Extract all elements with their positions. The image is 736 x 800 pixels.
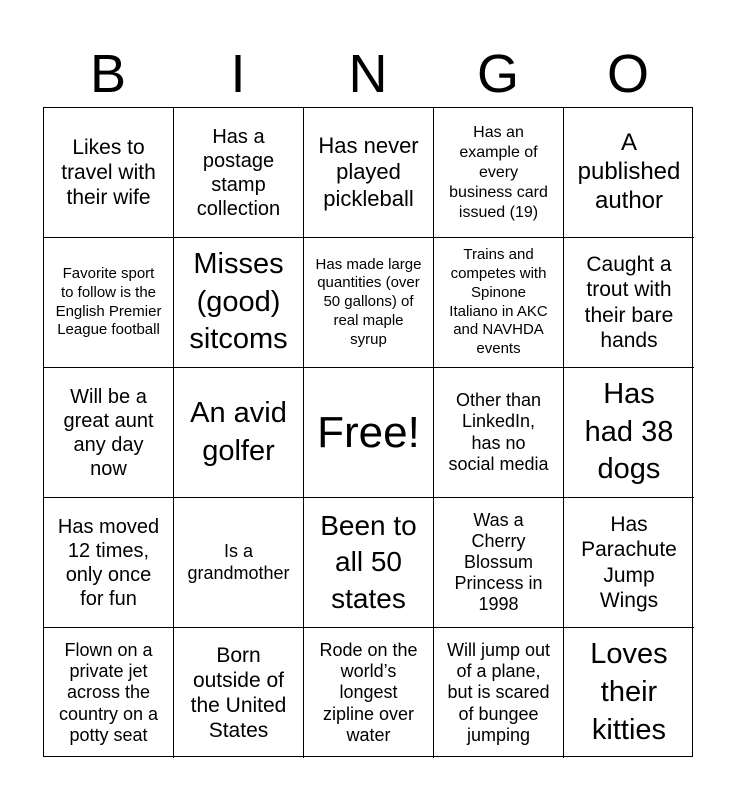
bingo-cell[interactable]: Trains and competes with Spinone Italiano in AKC and NAVHDA events bbox=[434, 238, 564, 368]
bingo-cell[interactable]: Other than LinkedIn, has no social media bbox=[434, 368, 564, 498]
bingo-cell[interactable]: A published author bbox=[564, 108, 694, 238]
bingo-cell[interactable]: Has a postage stamp collection bbox=[174, 108, 304, 238]
bingo-cell[interactable]: Loves their kitties bbox=[590, 638, 668, 746]
bingo-cell[interactable]: An avid golfer bbox=[174, 368, 304, 498]
header-letter-n: N bbox=[348, 44, 388, 104]
bingo-cell[interactable]: Will be a great aunt any day now bbox=[44, 368, 174, 498]
bingo-cell[interactable]: Will jump out of a plane, but is scared of bungee jumping bbox=[434, 628, 564, 758]
bingo-cell[interactable]: Has made large quantities (over 50 gallons) of real maple syrup bbox=[304, 238, 434, 368]
bingo-cell[interactable]: Rode on the world’s longest zipline over water bbox=[304, 628, 434, 758]
header-letter-i: I bbox=[230, 44, 246, 104]
header-letter-g: G bbox=[476, 44, 519, 104]
bingo-cell[interactable]: Been to all 50 states bbox=[304, 498, 434, 628]
bingo-cell[interactable]: Has an example of every business card issued (19) bbox=[434, 108, 564, 238]
bingo-cell[interactable]: Has never played pickleball bbox=[304, 108, 434, 238]
free-space-cell[interactable]: Free! bbox=[304, 368, 434, 498]
bingo-cell[interactable]: Is a grandmother bbox=[174, 498, 304, 628]
bingo-cell[interactable]: Likes to travel with their wife bbox=[44, 108, 174, 238]
bingo-cell[interactable]: Has Parachute Jump Wings bbox=[564, 498, 694, 628]
bingo-grid bbox=[43, 107, 693, 757]
header-letter-b: B bbox=[89, 44, 127, 104]
bingo-cell[interactable]: Was a Cherry Blossum Princess in 1998 bbox=[434, 498, 564, 628]
bingo-header bbox=[43, 40, 693, 108]
header-letter-o: O bbox=[606, 44, 649, 104]
bingo-cell[interactable]: Caught a trout with their bare hands bbox=[564, 238, 694, 368]
bingo-cell[interactable]: Has had 38 dogs bbox=[564, 368, 694, 498]
bingo-cell[interactable]: Born outside of the United States bbox=[174, 628, 304, 758]
bingo-cell[interactable]: Flown on a private jet across the country on a potty seat bbox=[44, 628, 174, 758]
bingo-cell[interactable]: Misses (good) sitcoms bbox=[174, 238, 304, 368]
bingo-cell[interactable]: Has moved 12 times, only once for fun bbox=[44, 498, 174, 628]
bingo-cell[interactable]: Favorite sport to follow is the English Premier League football bbox=[44, 238, 174, 368]
